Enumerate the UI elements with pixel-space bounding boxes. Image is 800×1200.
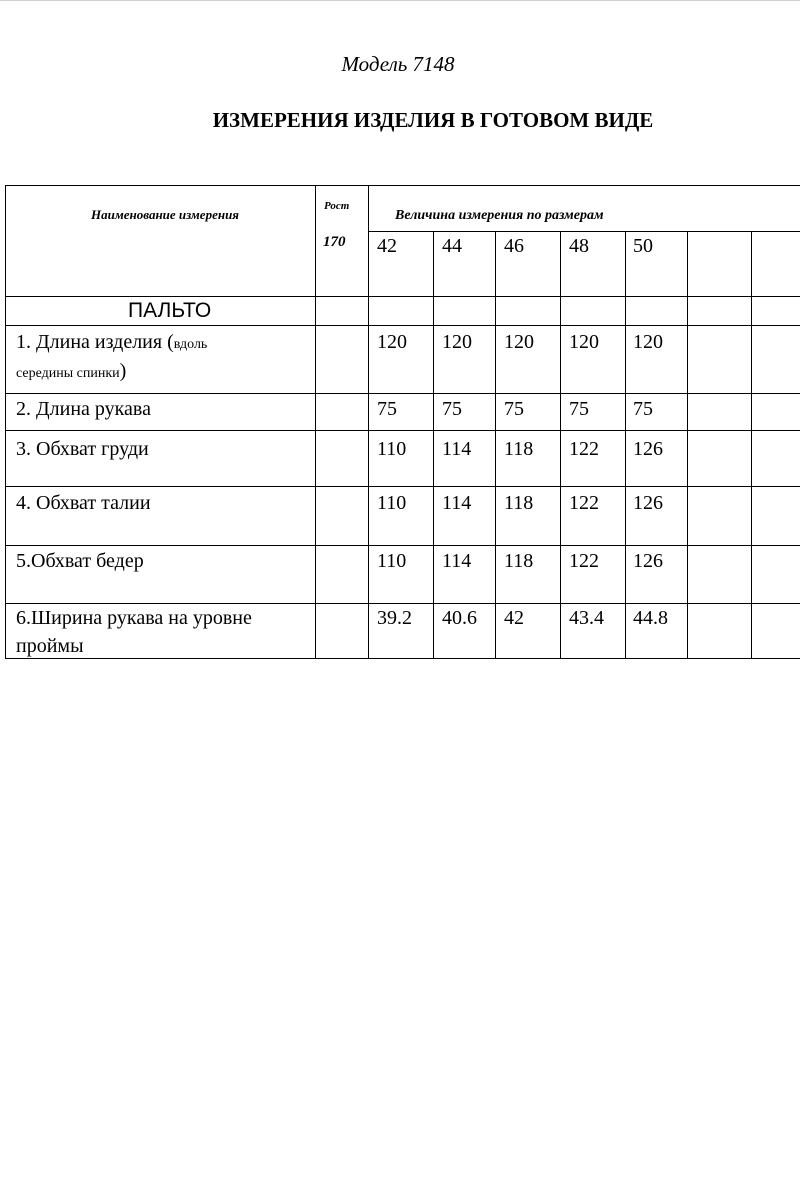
table-cell: 110	[377, 550, 407, 572]
row-3-bottom-line	[5, 486, 800, 487]
table-cell: 126	[633, 550, 663, 572]
table-cell: 122	[569, 438, 599, 460]
table-cell: 110	[377, 438, 407, 460]
table-cell: 122	[569, 492, 599, 514]
table-border-bottom	[5, 658, 800, 659]
table-cell: 75	[442, 398, 462, 420]
size-header-48: 48	[569, 235, 589, 257]
table-cell: 42	[504, 607, 524, 629]
size-header-44: 44	[442, 235, 462, 257]
size-header-50: 50	[633, 235, 653, 257]
row-label	[16, 332, 207, 352]
row-2-bottom-line	[5, 430, 800, 431]
measurements-table	[5, 185, 800, 659]
table-cell: 110	[377, 492, 407, 514]
table-cell: 120	[633, 331, 663, 353]
row-label-close: )	[119, 360, 127, 382]
table-cell: 126	[633, 492, 663, 514]
table-border-left	[5, 185, 6, 659]
name-column-divider	[315, 185, 316, 659]
size-column-divider	[751, 231, 752, 659]
header-bottom-line	[5, 296, 800, 297]
table-cell: 120	[442, 331, 472, 353]
height-column-divider	[368, 185, 369, 659]
table-cell: 114	[442, 550, 472, 572]
size-header-42: 42	[377, 235, 397, 257]
top-divider	[0, 0, 800, 1]
height-value: 170	[323, 234, 346, 250]
size-header-46: 46	[504, 235, 524, 257]
table-cell: 40.6	[442, 607, 477, 629]
section-title: ПАЛЬТО	[128, 299, 212, 322]
sizes-header: Величина измерения по размерам	[395, 208, 604, 223]
size-column-divider	[687, 231, 688, 659]
row-label-continuation: проймы	[16, 635, 84, 657]
row-label: 5.Обхват бедер	[16, 550, 144, 572]
table-cell: 118	[504, 550, 534, 572]
row-label: 6.Ширина рукава на уровне	[16, 607, 252, 629]
table-cell: 120	[504, 331, 534, 353]
table-cell: 114	[442, 438, 472, 460]
row-4-bottom-line	[5, 545, 800, 546]
table-cell: 114	[442, 492, 472, 514]
table-cell: 75	[504, 398, 524, 420]
row-label: 3. Обхват груди	[16, 438, 149, 460]
row-label-note: вдоль	[173, 337, 208, 352]
size-column-divider	[625, 231, 626, 659]
row-label: 2. Длина рукава	[16, 398, 151, 420]
page-title: ИЗМЕРЕНИЯ ИЗДЕЛИЯ В ГОТОВОМ ВИДЕ	[212, 108, 654, 132]
row-label-continuation	[16, 361, 126, 381]
row-label-note: середины спинки	[16, 366, 120, 381]
size-column-divider	[433, 231, 434, 659]
table-cell: 118	[504, 492, 534, 514]
row-5-bottom-line	[5, 603, 800, 604]
section-bottom-line	[5, 325, 800, 326]
row-label: 4. Обхват талии	[16, 492, 151, 514]
size-column-divider	[495, 231, 496, 659]
table-cell: 120	[377, 331, 407, 353]
table-cell: 122	[569, 550, 599, 572]
table-cell: 44.8	[633, 607, 668, 629]
table-cell: 118	[504, 438, 534, 460]
table-border-top	[5, 185, 800, 186]
model-label: Модель 7148	[341, 52, 455, 76]
name-column-header: Наименование измерения	[91, 207, 239, 222]
table-cell: 75	[569, 398, 589, 420]
table-cell: 75	[633, 398, 653, 420]
table-cell: 126	[633, 438, 663, 460]
row-1-bottom-line	[5, 393, 800, 394]
row-label-text: 1. Длина изделия (	[16, 331, 174, 353]
table-cell: 75	[377, 398, 397, 420]
table-cell: 39.2	[377, 607, 412, 629]
table-cell: 43.4	[569, 607, 604, 629]
height-column-header: Рост	[324, 200, 350, 212]
size-column-divider	[560, 231, 561, 659]
table-cell: 120	[569, 331, 599, 353]
